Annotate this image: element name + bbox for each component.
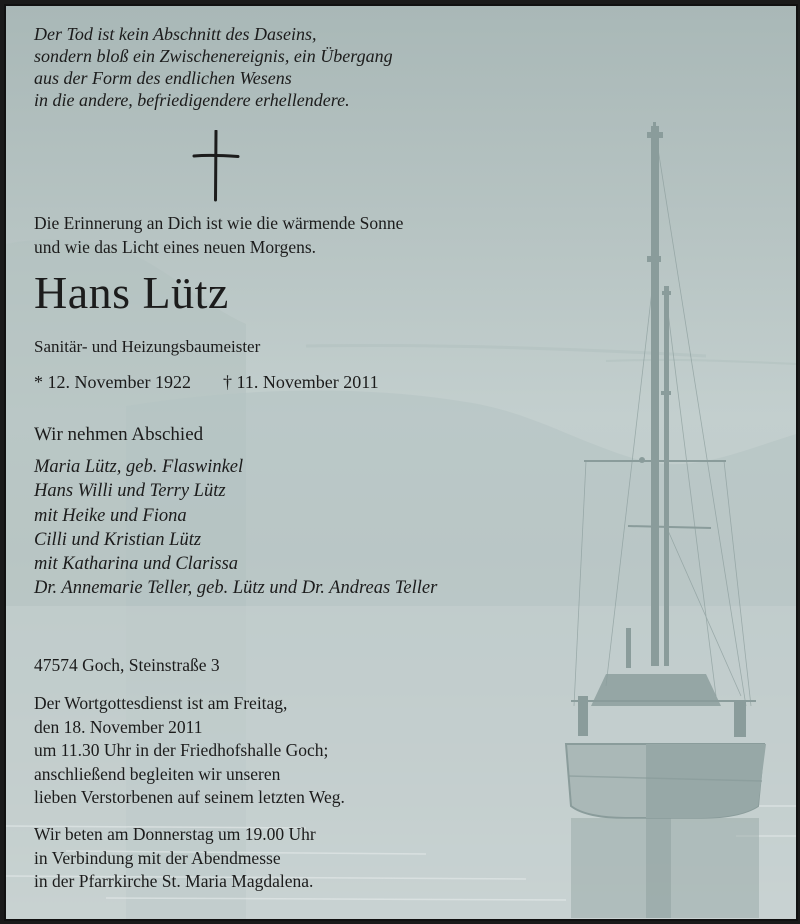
service-line: Der Wortgottesdienst ist am Freitag, — [34, 693, 288, 713]
mourner: Maria Lütz, geb. Flaswinkel — [34, 457, 244, 477]
mourner: mit Heike und Fiona — [34, 505, 187, 526]
mourner: Dr. Annemarie Teller, geb. Lütz und Dr. Andreas Teller — [34, 578, 438, 599]
quote-line: in die andere, befriedigendere erhellendere. — [34, 90, 350, 110]
prayer-line: Wir beten am Donnerstag um 19.00 Uhr — [34, 824, 316, 844]
prayer-line: in Verbindung mit der Abendmesse — [34, 847, 281, 868]
mourners-list — [34, 455, 437, 601]
mourner: mit Katharina und Clarissa — [34, 554, 239, 575]
mourner: Hans Willi und Terry Lütz — [34, 481, 226, 502]
cross-icon — [192, 130, 240, 202]
mourner: Cilli und Kristian Lütz — [34, 529, 202, 550]
memory-line: Die Erinnerung an Dich ist wie die wärmende Sonne — [34, 213, 404, 233]
prayer-line: in der Pfarrkirche St. Maria Magdalena. — [34, 871, 314, 891]
service-line: lieben Verstorbenen auf seinem letzten Weg. — [34, 787, 345, 807]
service-line: anschließend begleiten wir unseren — [34, 763, 281, 784]
memory-verse — [34, 211, 403, 259]
family-address: 47574 Goch, Steinstraße 3 — [34, 655, 220, 675]
prayer-info — [34, 823, 316, 894]
birth-date: * 12. November 1922 — [34, 372, 191, 392]
memory-line: und wie das Licht eines neuen Morgens. — [34, 237, 317, 257]
quote-line: sondern bloß ein Zwischenereignis, ein Übergang — [34, 46, 393, 66]
profession: Sanitär- und Heizungsbaumeister — [34, 337, 261, 356]
obituary-card — [4, 4, 798, 921]
opening-quote — [34, 23, 393, 111]
quote-line: Der Tod ist kein Abschnitt des Daseins, — [34, 24, 317, 44]
life-dates — [34, 370, 379, 394]
death-date: † 11. November 2011 — [222, 372, 379, 392]
farewell-heading: Wir nehmen Abschied — [34, 424, 204, 445]
funeral-service-info — [34, 692, 345, 810]
quote-line: aus der Form des endlichen Wesens — [34, 68, 292, 88]
deceased-name: Hans Lütz — [34, 267, 229, 318]
service-line: den 18. November 2011 — [34, 716, 203, 737]
obituary-text — [6, 6, 796, 919]
service-line: um 11.30 Uhr in der Friedhofshalle Goch; — [34, 740, 329, 760]
